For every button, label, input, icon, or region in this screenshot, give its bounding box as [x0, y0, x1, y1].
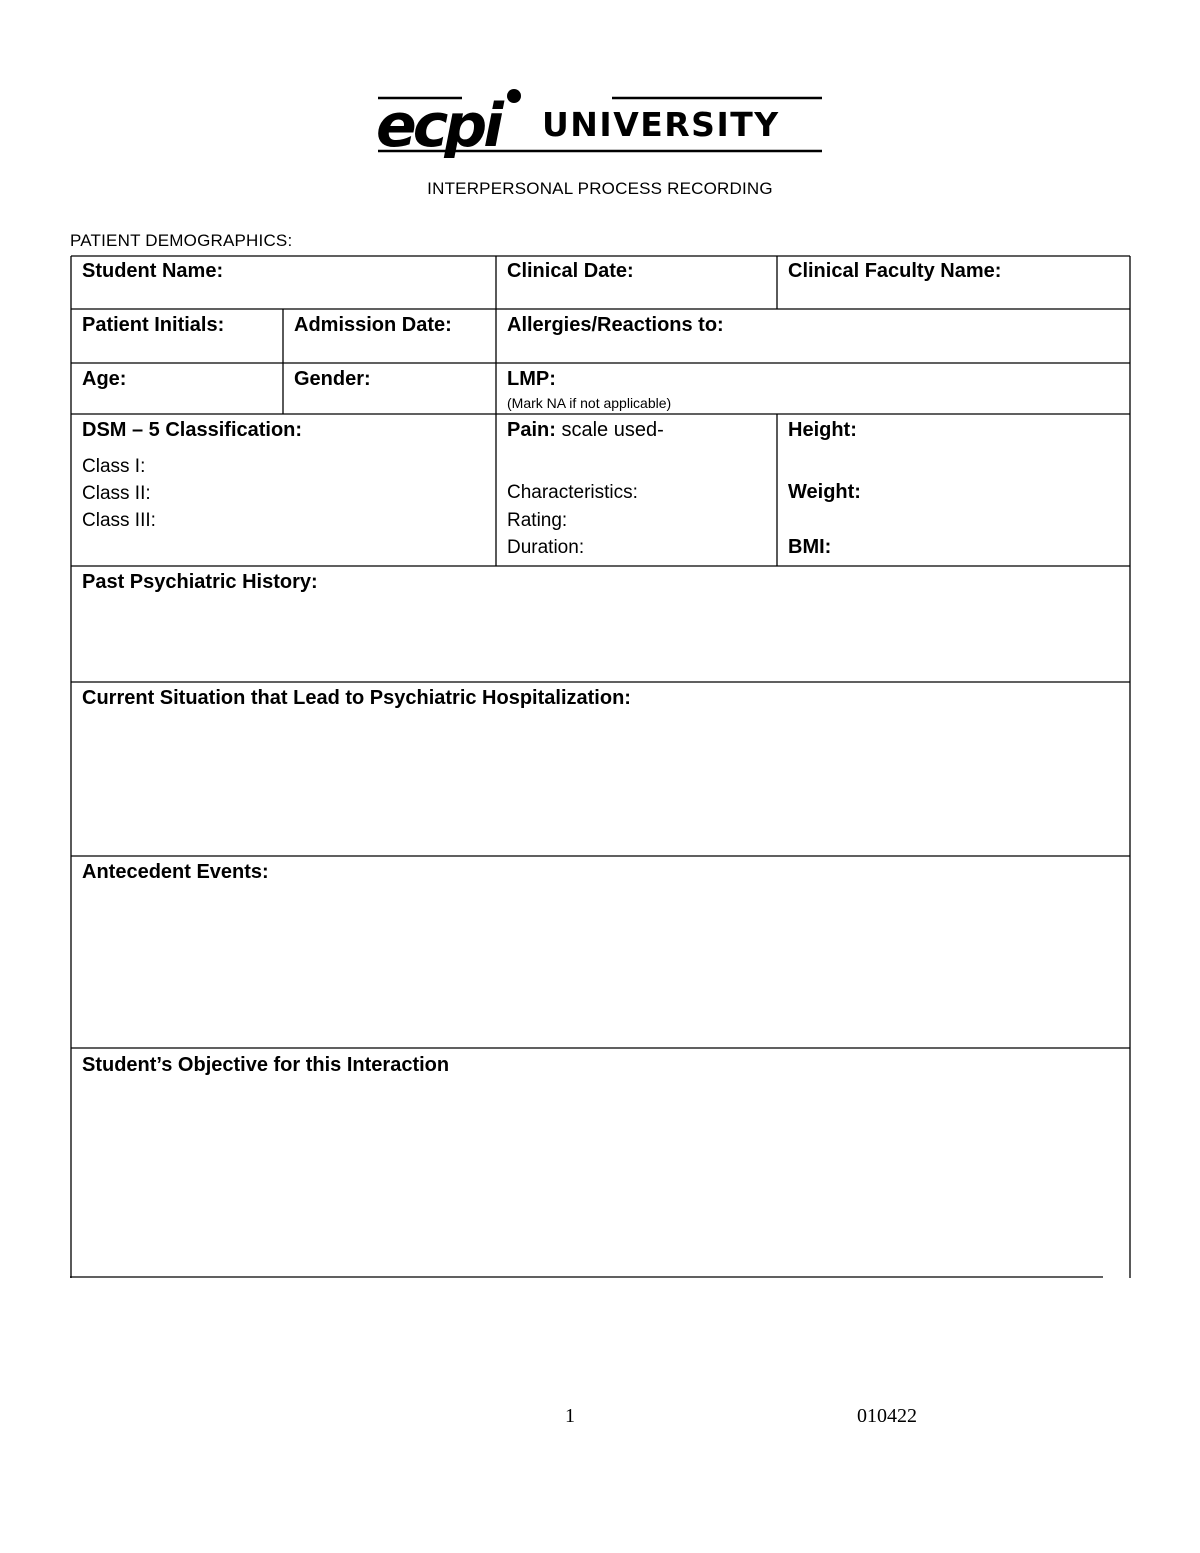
field-lmp: LMP:	[507, 368, 556, 390]
pain-label: Pain:	[507, 419, 556, 441]
field-dsm-classification: DSM – 5 Classification:	[82, 419, 303, 441]
field-gender: Gender:	[294, 368, 371, 390]
field-clinical-date: Clinical Date:	[507, 260, 634, 282]
lmp-note: (Mark NA if not applicable)	[507, 395, 672, 411]
field-antecedent-events: Antecedent Events:	[82, 861, 269, 883]
field-patient-initials: Patient Initials:	[82, 314, 225, 336]
field-weight: Weight:	[788, 481, 861, 503]
document-title: INTERPERSONAL PROCESS RECORDING	[427, 179, 773, 198]
dsm-class-1: Class I:	[82, 456, 146, 477]
section-heading-patient-demographics: PATIENT DEMOGRAPHICS:	[70, 231, 293, 250]
dsm-class-list	[82, 453, 156, 534]
field-admission-date: Admission Date:	[294, 314, 452, 336]
field-height: Height:	[788, 419, 857, 441]
field-pain-characteristics: Characteristics:	[507, 482, 638, 503]
dsm-class-2: Class II:	[82, 483, 151, 504]
field-allergies: Allergies/Reactions to:	[507, 314, 724, 336]
dsm-class-3: Class III:	[82, 510, 156, 531]
field-past-psychiatric-history: Past Psychiatric History:	[82, 571, 318, 593]
field-pain-duration: Duration:	[507, 537, 585, 558]
field-bmi: BMI:	[788, 536, 832, 558]
logo-word: UNIVERSITY	[542, 105, 780, 144]
field-age: Age:	[82, 368, 127, 390]
field-pain	[507, 418, 664, 442]
ecpi-university-logo	[376, 88, 824, 158]
pain-scale-label: scale used-	[555, 419, 664, 441]
field-clinical-faculty-name: Clinical Faculty Name:	[788, 260, 1002, 282]
field-student-name: Student Name:	[82, 260, 224, 282]
field-students-objective: Student’s Objective for this Interaction	[82, 1054, 450, 1076]
logo-mark: ecpi	[376, 91, 500, 158]
field-pain-rating: Rating:	[507, 510, 568, 531]
form-code: 010422	[857, 1405, 917, 1427]
page-number: 1	[565, 1405, 575, 1427]
field-current-situation: Current Situation that Lead to Psychiatric Hospitalization:	[82, 687, 631, 709]
